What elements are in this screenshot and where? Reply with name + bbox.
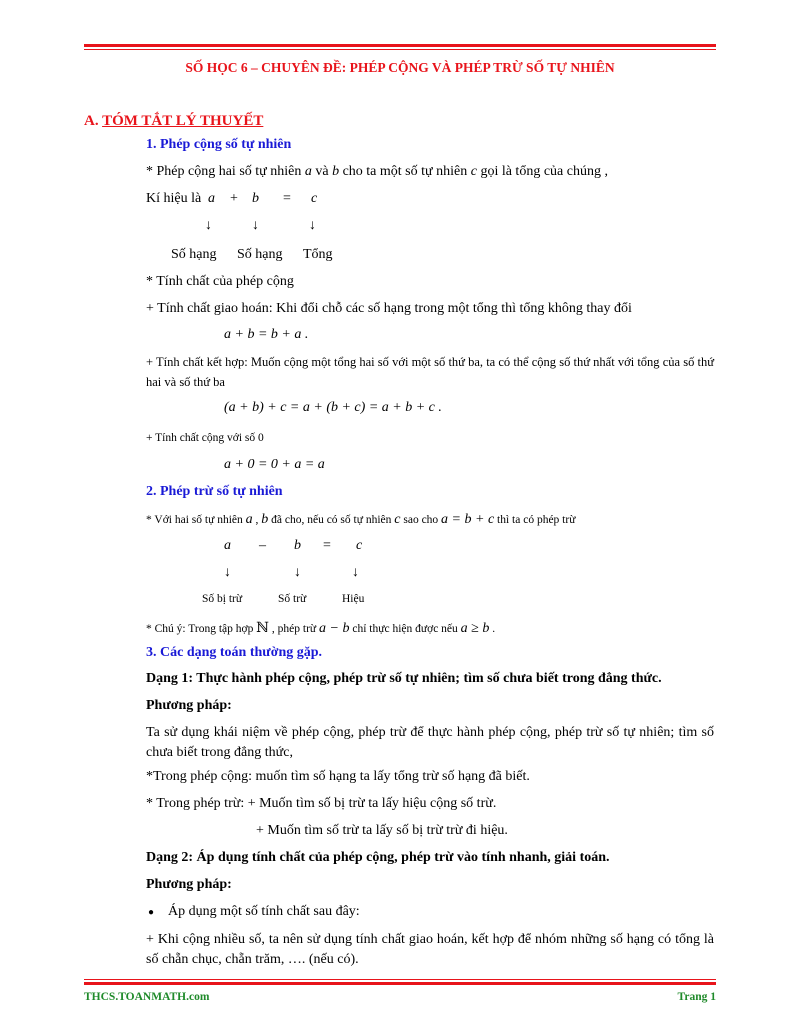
s1-def-text-4: gọi là tổng của chúng ,	[476, 164, 608, 179]
s1-congso0: + Tính chất cộng với số 0	[146, 432, 264, 444]
s3-bullet: ●	[148, 907, 155, 918]
s2-def-a: a	[245, 512, 253, 527]
s1-label-sohang-1: Số hạng	[171, 247, 217, 262]
s1-kethop-formula: (a + b) + c = a + (b + c) = a + b + c .	[224, 400, 442, 415]
footer-site: THCS.TOANMATH.com	[84, 991, 210, 1003]
s3-phuongphap-2: Phương pháp:	[146, 877, 232, 892]
s2-def-text-5: thì ta có phép trừ	[494, 514, 576, 526]
s1-def-text-1: * Phép cộng hai số tự nhiên	[146, 164, 305, 179]
s2-arrow-2: ↓	[294, 565, 301, 580]
s2-sym-c: c	[356, 538, 363, 553]
s1-giaohoan-formula: a + b = b + a .	[224, 327, 309, 342]
s2-note-cond: a ≥ b	[460, 621, 490, 636]
s2-note-text-1: * Chú ý: Trong tập hợp	[146, 623, 257, 635]
s1-arrow-1: ↓	[205, 218, 212, 233]
s1-kethop: + Tính chất kết hợp: Muốn cộng một tổng hai số với một số thứ ba, ta có thể cộng số thứ nhất với tổng của số thứ hai và số thứ ba	[146, 355, 714, 389]
s2-op-eq: =	[323, 538, 331, 553]
s2-note-text-3: chỉ thực hiện được nếu	[349, 623, 461, 635]
s2-def-text-3: đã cho, nếu có số tự nhiên	[268, 514, 395, 526]
s1-congso0-formula: a + 0 = 0 + a = a	[224, 457, 325, 472]
s3-d1-p2: *Trong phép cộng: muốn tìm số hạng ta lấy tổng trừ số hạng đã biết.	[146, 769, 530, 784]
s3-d2-p1: Áp dụng một số tính chất sau đây:	[168, 904, 360, 919]
s1-def-a: a	[304, 164, 312, 179]
s1-def-text-3: cho ta một số tự nhiên	[339, 164, 471, 179]
s3-d2-p2: + Khi cộng nhiều số, ta nên sử dụng tính chất giao hoán, kết hợp để nhóm những số hạng có tổng là số chẵn chục, chẵn trăm, …. (nếu có).	[146, 932, 714, 967]
s1-kihieu-label: Kí hiệu là	[146, 191, 202, 206]
s2-label-hieu: Hiệu	[342, 593, 365, 605]
page-title: SỐ HỌC 6 – CHUYÊN ĐỀ: PHÉP CỘNG VÀ PHÉP TRỪ SỐ TỰ NHIÊN	[185, 60, 615, 75]
s2-def-text-1: * Với hai số tự nhiên	[146, 514, 246, 526]
s1-def-text-2: và	[311, 164, 333, 179]
s2-note	[146, 620, 495, 637]
s1-tinhchat: * Tính chất của phép cộng	[146, 274, 294, 289]
s1-sym-c: c	[311, 191, 318, 206]
s2-note-text-2: , phép trừ	[269, 623, 320, 635]
s1-def-b: b	[332, 164, 340, 179]
s2-op-minus: –	[259, 538, 266, 553]
s3-dang1: Dạng 1: Thực hành phép cộng, phép trừ số tự nhiên; tìm số chưa biết trong đẳng thức.	[146, 671, 662, 686]
s2-sym-a: a	[224, 538, 231, 553]
s2-def-c: c	[394, 512, 401, 527]
s2-def-b: b	[261, 512, 269, 527]
s1-sym-a: a	[208, 191, 215, 206]
header-rule-thin	[84, 49, 716, 50]
s1-sym-b: b	[252, 191, 259, 206]
section-a-prefix: A.	[84, 113, 103, 129]
s2-definition	[146, 512, 575, 528]
s2-label-sobitru: Số bị trừ	[202, 593, 243, 605]
section-a-title: TÓM TẮT LÝ THUYẾT	[102, 113, 264, 129]
s2-heading: 2. Phép trừ số tự nhiên	[146, 484, 283, 499]
s1-label-sohang-2: Số hạng	[237, 247, 283, 262]
s1-arrow-2: ↓	[252, 218, 259, 233]
s1-label-tong: Tổng	[303, 247, 333, 262]
s2-arrow-1: ↓	[224, 565, 231, 580]
s3-dang2: Dạng 2: Áp dụng tính chất của phép cộng, phép trừ vào tính nhanh, giải toán.	[146, 850, 610, 865]
s1-op-plus: +	[230, 191, 238, 206]
s1-def-c: c	[470, 164, 477, 179]
s2-note-expr: a − b	[319, 621, 350, 636]
s3-d1-p3: * Trong phép trừ: + Muốn tìm số bị trừ ta lấy hiệu cộng số trừ.	[146, 796, 497, 811]
s3-heading: 3. Các dạng toán thường gặp.	[146, 645, 323, 660]
s1-giaohoan: + Tính chất giao hoán: Khi đổi chỗ các số hạng trong một tổng thì tổng không thay đổi	[146, 301, 632, 316]
s3-d1-p1: Ta sử dụng khái niệm về phép cộng, phép trừ để thực hành phép cộng, phép trừ số tự nhiên; tìm số chưa biết trong đẳng thức,	[146, 725, 714, 760]
s3-phuongphap-1: Phương pháp:	[146, 698, 232, 713]
s1-op-eq: =	[283, 191, 291, 206]
s2-sym-b: b	[294, 538, 301, 553]
s2-arrow-3: ↓	[352, 565, 359, 580]
s1-definition	[146, 164, 608, 180]
s1-heading: 1. Phép cộng số tự nhiên	[146, 137, 292, 152]
header-rule-thick	[84, 44, 716, 47]
s2-def-eq: a = b + c	[441, 512, 495, 527]
footer-rule-thick	[84, 982, 716, 985]
s2-note-text-4: .	[489, 623, 496, 635]
s3-d1-p4: + Muốn tìm số trừ ta lấy số bị trừ trừ đi hiệu.	[256, 823, 508, 838]
s1-arrow-3: ↓	[309, 218, 316, 233]
s2-def-text-4: sao cho	[400, 514, 442, 526]
s2-def-text-2: ,	[252, 514, 262, 526]
s2-note-N: ℕ	[256, 621, 270, 636]
footer-page-number: Trang 1	[677, 991, 716, 1003]
section-a-heading	[84, 113, 263, 130]
footer-rule-thin	[84, 979, 716, 980]
s2-label-sotru: Số trừ	[278, 593, 307, 605]
